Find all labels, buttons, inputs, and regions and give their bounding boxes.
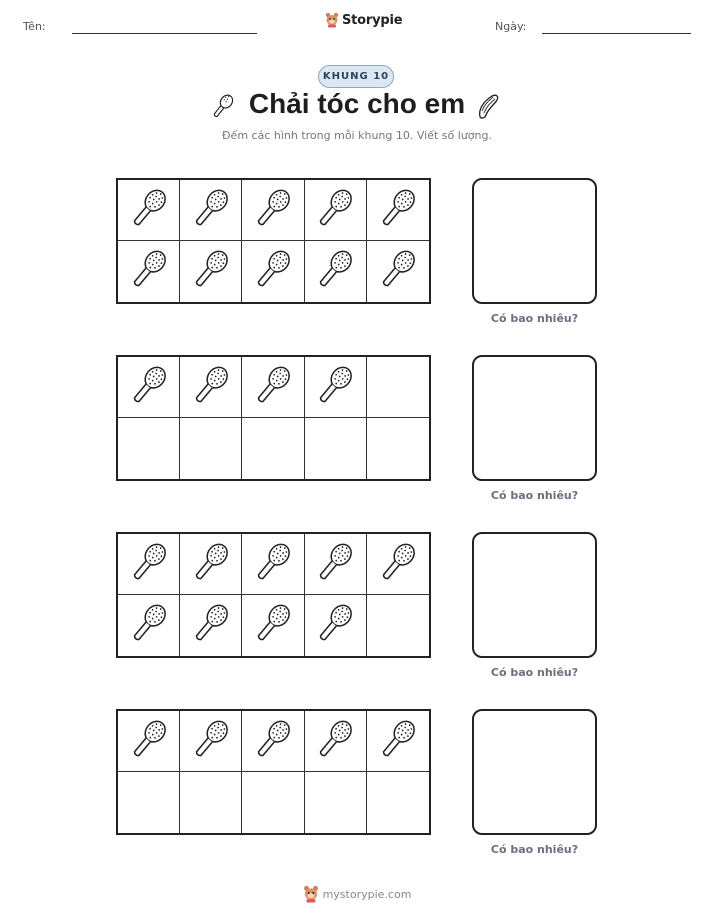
hairbrush-icon [188, 600, 234, 651]
hairbrush-icon [188, 716, 234, 767]
frame-cell [180, 357, 242, 418]
frame-cell [242, 595, 304, 656]
answer-label-3: Có bao nhiêu? [490, 666, 579, 679]
hairbrush-icon [250, 600, 296, 651]
hair-strand-icon [474, 91, 502, 121]
hairbrush-icon [312, 600, 358, 651]
frame-cell [305, 180, 367, 241]
answer-label-2: Có bao nhiêu? [490, 489, 579, 502]
frame-cell [118, 241, 180, 302]
hairbrush-icon [250, 246, 296, 297]
frame-cell [180, 534, 242, 595]
hairbrush-icon [375, 185, 421, 236]
hairbrush-icon [188, 246, 234, 297]
frame-cell [305, 534, 367, 595]
hairbrush-icon [126, 539, 172, 590]
worksheet-badge: KHUNG 10 [318, 65, 394, 88]
frame-cell [305, 357, 367, 418]
hairbrush-icon [188, 362, 234, 413]
frame-cell [242, 772, 304, 833]
hairbrush-icon [188, 185, 234, 236]
page-title: Chải tóc cho em [248, 88, 466, 119]
frame-cell [118, 180, 180, 241]
frame-cell [180, 180, 242, 241]
frame-cell [367, 241, 429, 302]
date-label: Ngày: [495, 20, 527, 33]
storypie-mascot-icon [303, 885, 319, 903]
ten-frame-4 [116, 709, 431, 835]
hairbrush-icon [312, 716, 358, 767]
storypie-mascot-icon [325, 12, 339, 28]
frame-cell [180, 711, 242, 772]
brand-name: Storypie [342, 12, 403, 28]
frame-cell [118, 357, 180, 418]
hairbrush-icon [250, 539, 296, 590]
answer-box-2[interactable] [472, 355, 597, 481]
frame-cell [242, 418, 304, 479]
hairbrush-icon [126, 362, 172, 413]
frame-cell [367, 711, 429, 772]
frame-cell [118, 534, 180, 595]
frame-cell [242, 180, 304, 241]
ten-frame-3 [116, 532, 431, 658]
brand-logo [325, 12, 402, 28]
frame-cell [242, 241, 304, 302]
answer-label-4: Có bao nhiêu? [490, 843, 579, 856]
hairbrush-icon [312, 362, 358, 413]
frame-cell [242, 534, 304, 595]
hairbrush-icon [375, 539, 421, 590]
frame-cell [118, 772, 180, 833]
date-field-line[interactable] [542, 33, 691, 34]
footer-url: mystorypie.com [322, 887, 412, 901]
hairbrush-icon [126, 246, 172, 297]
frame-cell [367, 357, 429, 418]
frame-cell [305, 418, 367, 479]
hairbrush-icon [126, 185, 172, 236]
frame-cell [305, 711, 367, 772]
frame-cell [180, 595, 242, 656]
ten-frame-1 [116, 178, 431, 304]
frame-cell [242, 357, 304, 418]
answer-box-1[interactable] [472, 178, 597, 304]
frame-cell [305, 595, 367, 656]
frame-cell [367, 534, 429, 595]
hairbrush-icon [126, 716, 172, 767]
hairbrush-icon [188, 539, 234, 590]
frame-cell [118, 418, 180, 479]
hairbrush-icon [312, 185, 358, 236]
frame-cell [305, 241, 367, 302]
answer-box-4[interactable] [472, 709, 597, 835]
hairbrush-icon [250, 362, 296, 413]
frame-cell [367, 772, 429, 833]
frame-cell [242, 711, 304, 772]
frame-cell [305, 772, 367, 833]
footer [0, 885, 714, 903]
hairbrush-icon [375, 246, 421, 297]
frame-cell [367, 595, 429, 656]
frame-cell [367, 180, 429, 241]
ten-frame-2 [116, 355, 431, 481]
hairbrush-icon [126, 600, 172, 651]
frame-cell [180, 241, 242, 302]
hairbrush-icon [250, 716, 296, 767]
hairbrush-icon [375, 716, 421, 767]
instructions: Đếm các hình trong mỗi khung 10. Viết số lượng. [222, 129, 492, 142]
hairbrush-icon [250, 185, 296, 236]
frame-cell [118, 595, 180, 656]
hairbrush-icon [312, 246, 358, 297]
frame-cell [180, 418, 242, 479]
frame-cell [118, 711, 180, 772]
frame-cell [180, 772, 242, 833]
answer-label-1: Có bao nhiêu? [490, 312, 579, 325]
name-label: Tên: [23, 20, 46, 33]
name-field-line[interactable] [72, 33, 257, 34]
answer-box-3[interactable] [472, 532, 597, 658]
frame-cell [367, 418, 429, 479]
hairbrush-icon [312, 539, 358, 590]
